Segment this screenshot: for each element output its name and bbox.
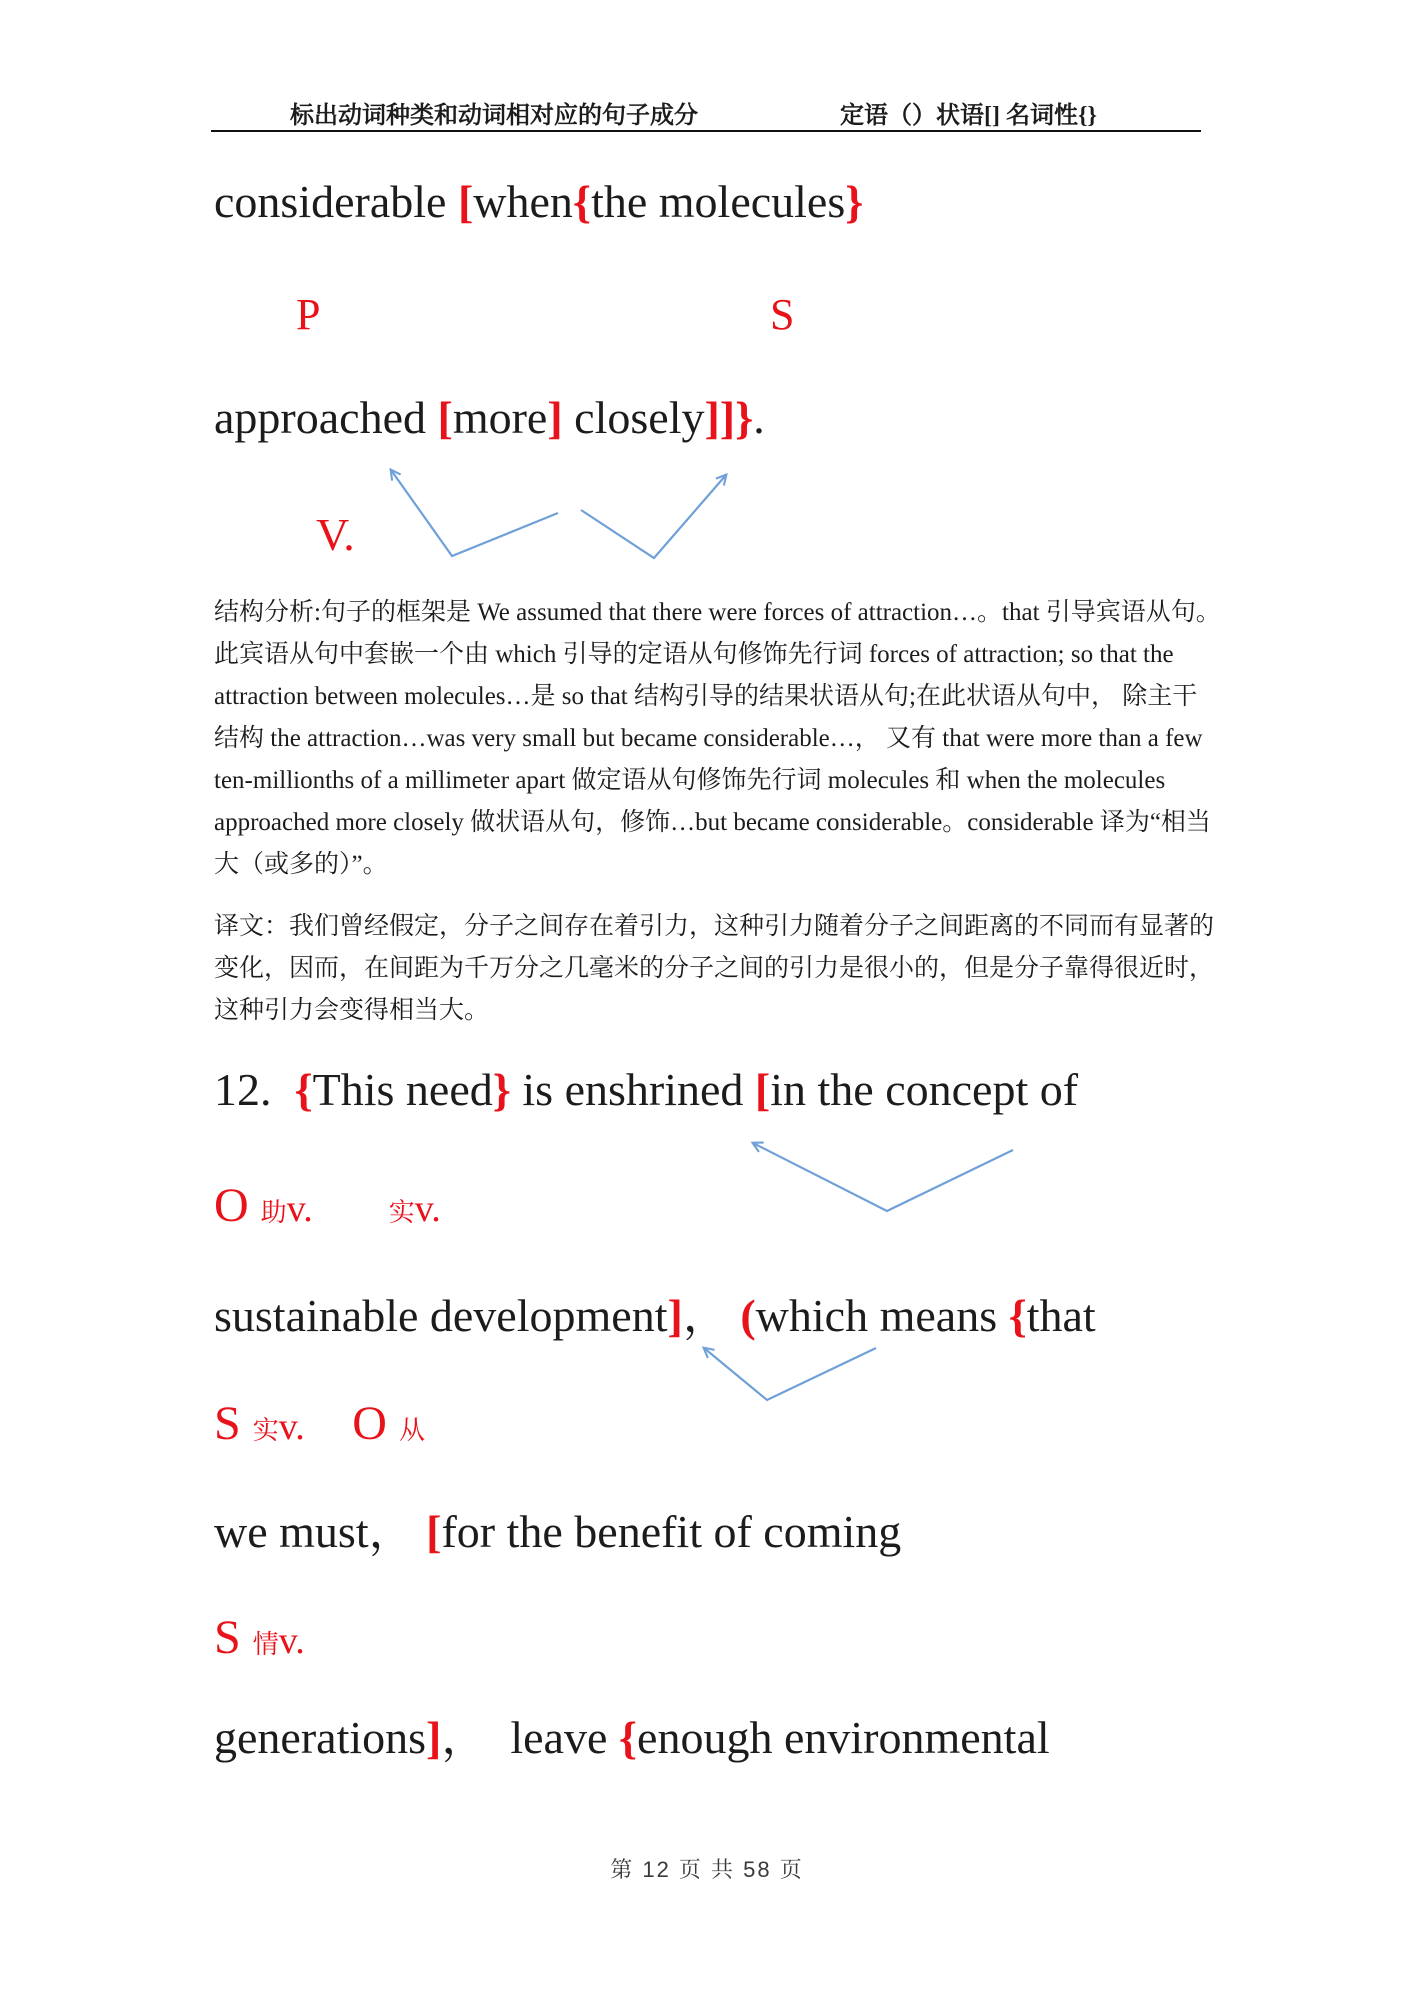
paragraph-line: 这种引力会变得相当大。 — [214, 997, 490, 1024]
sentence12-line2 — [214, 1290, 1096, 1343]
text-segment: } — [492, 1064, 511, 1115]
text-segment: ， leave — [441, 1712, 619, 1763]
sentence12-line4 — [214, 1712, 1050, 1765]
sentence12-line1 — [214, 1064, 1078, 1117]
text-segment: { — [572, 176, 592, 227]
analysis-paragraph — [214, 592, 1221, 886]
page-number-label: 第 12 页 共 58 页 — [610, 1857, 804, 1882]
sentence12-line3 — [214, 1506, 901, 1559]
text-segment: more — [452, 392, 548, 443]
paragraph-line: 译文：我们曾经假定，分子之间存在着引力，这种引力随着分子之间距离的不同而有显著的 — [214, 913, 1215, 940]
marker-p: P — [296, 290, 321, 339]
text-segment: [ — [426, 1506, 442, 1557]
text-segment: 12. — [214, 1064, 295, 1115]
text-segment: O — [214, 1179, 261, 1232]
paragraph-line: attraction between molecules…是 so that 结构引导的结果状语从句;在此状语从句中， 除主干 — [214, 683, 1198, 710]
arrow-to-enshrined — [753, 1143, 1013, 1211]
arrow-to-development — [704, 1348, 876, 1400]
header-rule — [211, 130, 1201, 132]
text-segment: closely — [562, 392, 705, 443]
text-segment: that — [1026, 1290, 1096, 1341]
translation-paragraph — [214, 906, 1215, 1032]
paragraph-line: approached more closely 做状语从句，修饰…but became considerable。considerable 译为“相当 — [214, 809, 1211, 836]
sentence11-line2 — [214, 392, 765, 445]
text-segment: 实 — [388, 1198, 415, 1227]
marker-s: S — [770, 290, 795, 339]
text-segment: ( — [740, 1290, 756, 1341]
text-segment: ] — [547, 392, 563, 443]
text-segment: v. — [414, 1188, 441, 1230]
text-segment: [ — [754, 1064, 771, 1115]
sentence12-markers-3 — [214, 1611, 305, 1664]
text-segment: enough environmental — [637, 1712, 1050, 1763]
text-segment: considerable — [214, 176, 458, 227]
paragraph-line: 变化，因而，在间距为千万分之几毫米的分子之间的引力是很小的，但是分子靠得很近时， — [214, 955, 1215, 982]
text-segment: generations — [214, 1712, 427, 1763]
text-segment: { — [618, 1712, 638, 1763]
text-segment: { — [1008, 1290, 1027, 1341]
text-segment: when — [473, 176, 573, 227]
text-segment: for the benefit of coming — [441, 1506, 902, 1557]
text-segment: { — [294, 1064, 313, 1115]
sentence12-markers-2 — [214, 1397, 425, 1450]
text-segment: ， — [368, 1506, 427, 1557]
header-legend: 定语（）状语[] 名词性{} — [840, 103, 1097, 129]
text-segment: [ — [437, 392, 453, 443]
text-segment: ] — [667, 1290, 683, 1341]
text-segment: S — [214, 1397, 253, 1450]
text-segment: 助 — [260, 1198, 287, 1227]
paragraph-line: ten-millionths of a millimeter apart 做定语从句修饰先行词 molecules 和 when the molecules — [214, 767, 1166, 794]
text-segment: the molecules — [591, 176, 846, 227]
sentence11-line1 — [214, 176, 863, 229]
paragraph-line: 结构 the attraction…was very small but became considerable…， 又有 that were more than a few — [214, 725, 1203, 752]
text-segment: [ — [457, 176, 474, 227]
text-segment: is enshrined — [510, 1064, 755, 1115]
arrow-to-closely-brackets — [581, 475, 726, 558]
text-segment: S — [214, 1611, 253, 1664]
text-segment: This need — [312, 1064, 493, 1115]
text-segment: v. — [278, 1406, 305, 1448]
sentence12-markers-1 — [214, 1179, 441, 1232]
text-segment: ]]} — [704, 392, 754, 443]
text-segment: O — [352, 1397, 399, 1450]
paragraph-line: 大（或多的）”。 — [214, 851, 388, 878]
text-segment: in the concept of — [770, 1064, 1079, 1115]
text-segment — [305, 1406, 353, 1448]
text-segment: ， — [682, 1290, 741, 1341]
text-segment: } — [845, 176, 864, 227]
text-segment: v. — [278, 1620, 305, 1662]
arrow-to-approached — [391, 470, 558, 556]
text-segment: v. — [286, 1188, 313, 1230]
text-segment: 情 — [252, 1630, 279, 1659]
text-segment: 从 — [398, 1416, 425, 1445]
text-segment: 实 — [252, 1416, 279, 1445]
marker-v: V. — [316, 509, 355, 560]
header-title: 标出动词种类和动词相对应的句子成分 — [290, 103, 698, 129]
text-segment: which means — [755, 1290, 1009, 1341]
text-segment: ] — [426, 1712, 442, 1763]
text-segment — [313, 1188, 389, 1230]
paragraph-line: 此宾语从句中套嵌一个由 which 引导的定语从句修饰先行词 forces of attraction; so that the — [214, 641, 1174, 668]
text-segment: . — [753, 392, 765, 443]
text-segment: we must — [214, 1506, 369, 1557]
text-segment: approached — [214, 392, 438, 443]
paragraph-line: 结构分析:句子的框架是 We assumed that there were forces of attraction…。that 引导宾语从句。 — [214, 599, 1221, 626]
text-segment: sustainable development — [214, 1290, 668, 1341]
